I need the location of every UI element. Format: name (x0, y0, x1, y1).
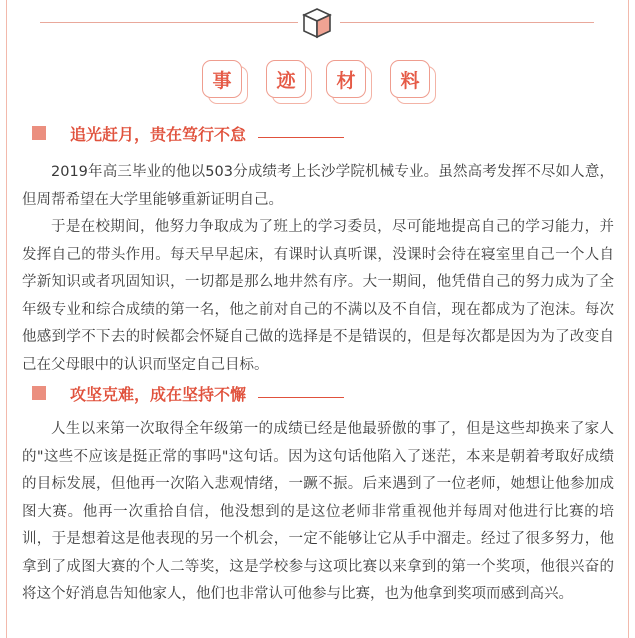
title-char-text: 料 (390, 60, 430, 98)
title-char-box (326, 60, 368, 100)
section-heading-underline (258, 137, 344, 138)
section-heading-underline (258, 397, 344, 398)
section-heading (32, 121, 344, 145)
cube-icon (300, 6, 334, 40)
section-bullet-square (32, 386, 46, 400)
section-heading (32, 381, 344, 405)
body-paragraph: 2019年高三毕业的他以503分成绩考上长沙学院机械专业。虽然高考发挥不尽如人意，但周帮希望在大学里能够重新证明自己。 (22, 164, 614, 208)
document-title (0, 60, 635, 110)
title-char-box (202, 60, 244, 100)
title-char-text: 迹 (266, 60, 306, 98)
body-paragraph: 于是在校期间，他努力争取成为了班上的学习委员，尽可能地提高自己的学习能力，并发挥自己的带头作用。每天早早起床，有课时认真听课，没课时会待在寝室里自己一个人自学新知识或者巩固知识，一切都是那么地井然有序。大一期间，他凭借自己的努力成为了全年级专业和综合成绩的第一名，他之前对自己的不满以及不自信，现在都成为了泡沫。每次他感到学不下去的时候都会怀疑自己做的选择是不是错误的，但是每次都是因为为了改变自己在父母眼中的认识而坚定自己目标。 (22, 219, 614, 373)
top-divider-right (340, 22, 594, 23)
title-char-text: 事 (202, 60, 242, 98)
title-char-box (266, 60, 308, 100)
title-char-text: 材 (326, 60, 366, 98)
top-divider-left (40, 22, 298, 23)
section-bullet-square (32, 126, 46, 140)
title-char-box (390, 60, 432, 100)
section-heading-text: 追光赶月，贵在笃行不怠 (70, 124, 247, 144)
body-paragraph: 人生以来第一次取得全年级第一的成绩已经是他最骄傲的事了，但是这些却换来了家人的"这些不应该是挺正常的事吗"这句话。因为这句话他陷入了迷茫，本来是朝着考取好成绩的目标发展，但他再一次陷入悲观情绪，一蹶不振。后来遇到了一位老师，她想让他参加成图大赛。他再一次重拾自信，他没想到的是这位老师非常重视他并每周对他进行比赛的培训，于是想着这是他表现的另一个机会，一定不能够让它从手中溜走。经过了很多努力，他拿到了成图大赛的个人二等奖，这是学校参与这项比赛以来拿到的第一个奖项，他很兴奋的将这个好消息告知他家人，他们也非常认可他参与比赛，也为他拿到奖项而感到高兴。 (22, 421, 614, 602)
section-heading-text: 攻坚克难，成在坚持不懈 (70, 384, 247, 404)
